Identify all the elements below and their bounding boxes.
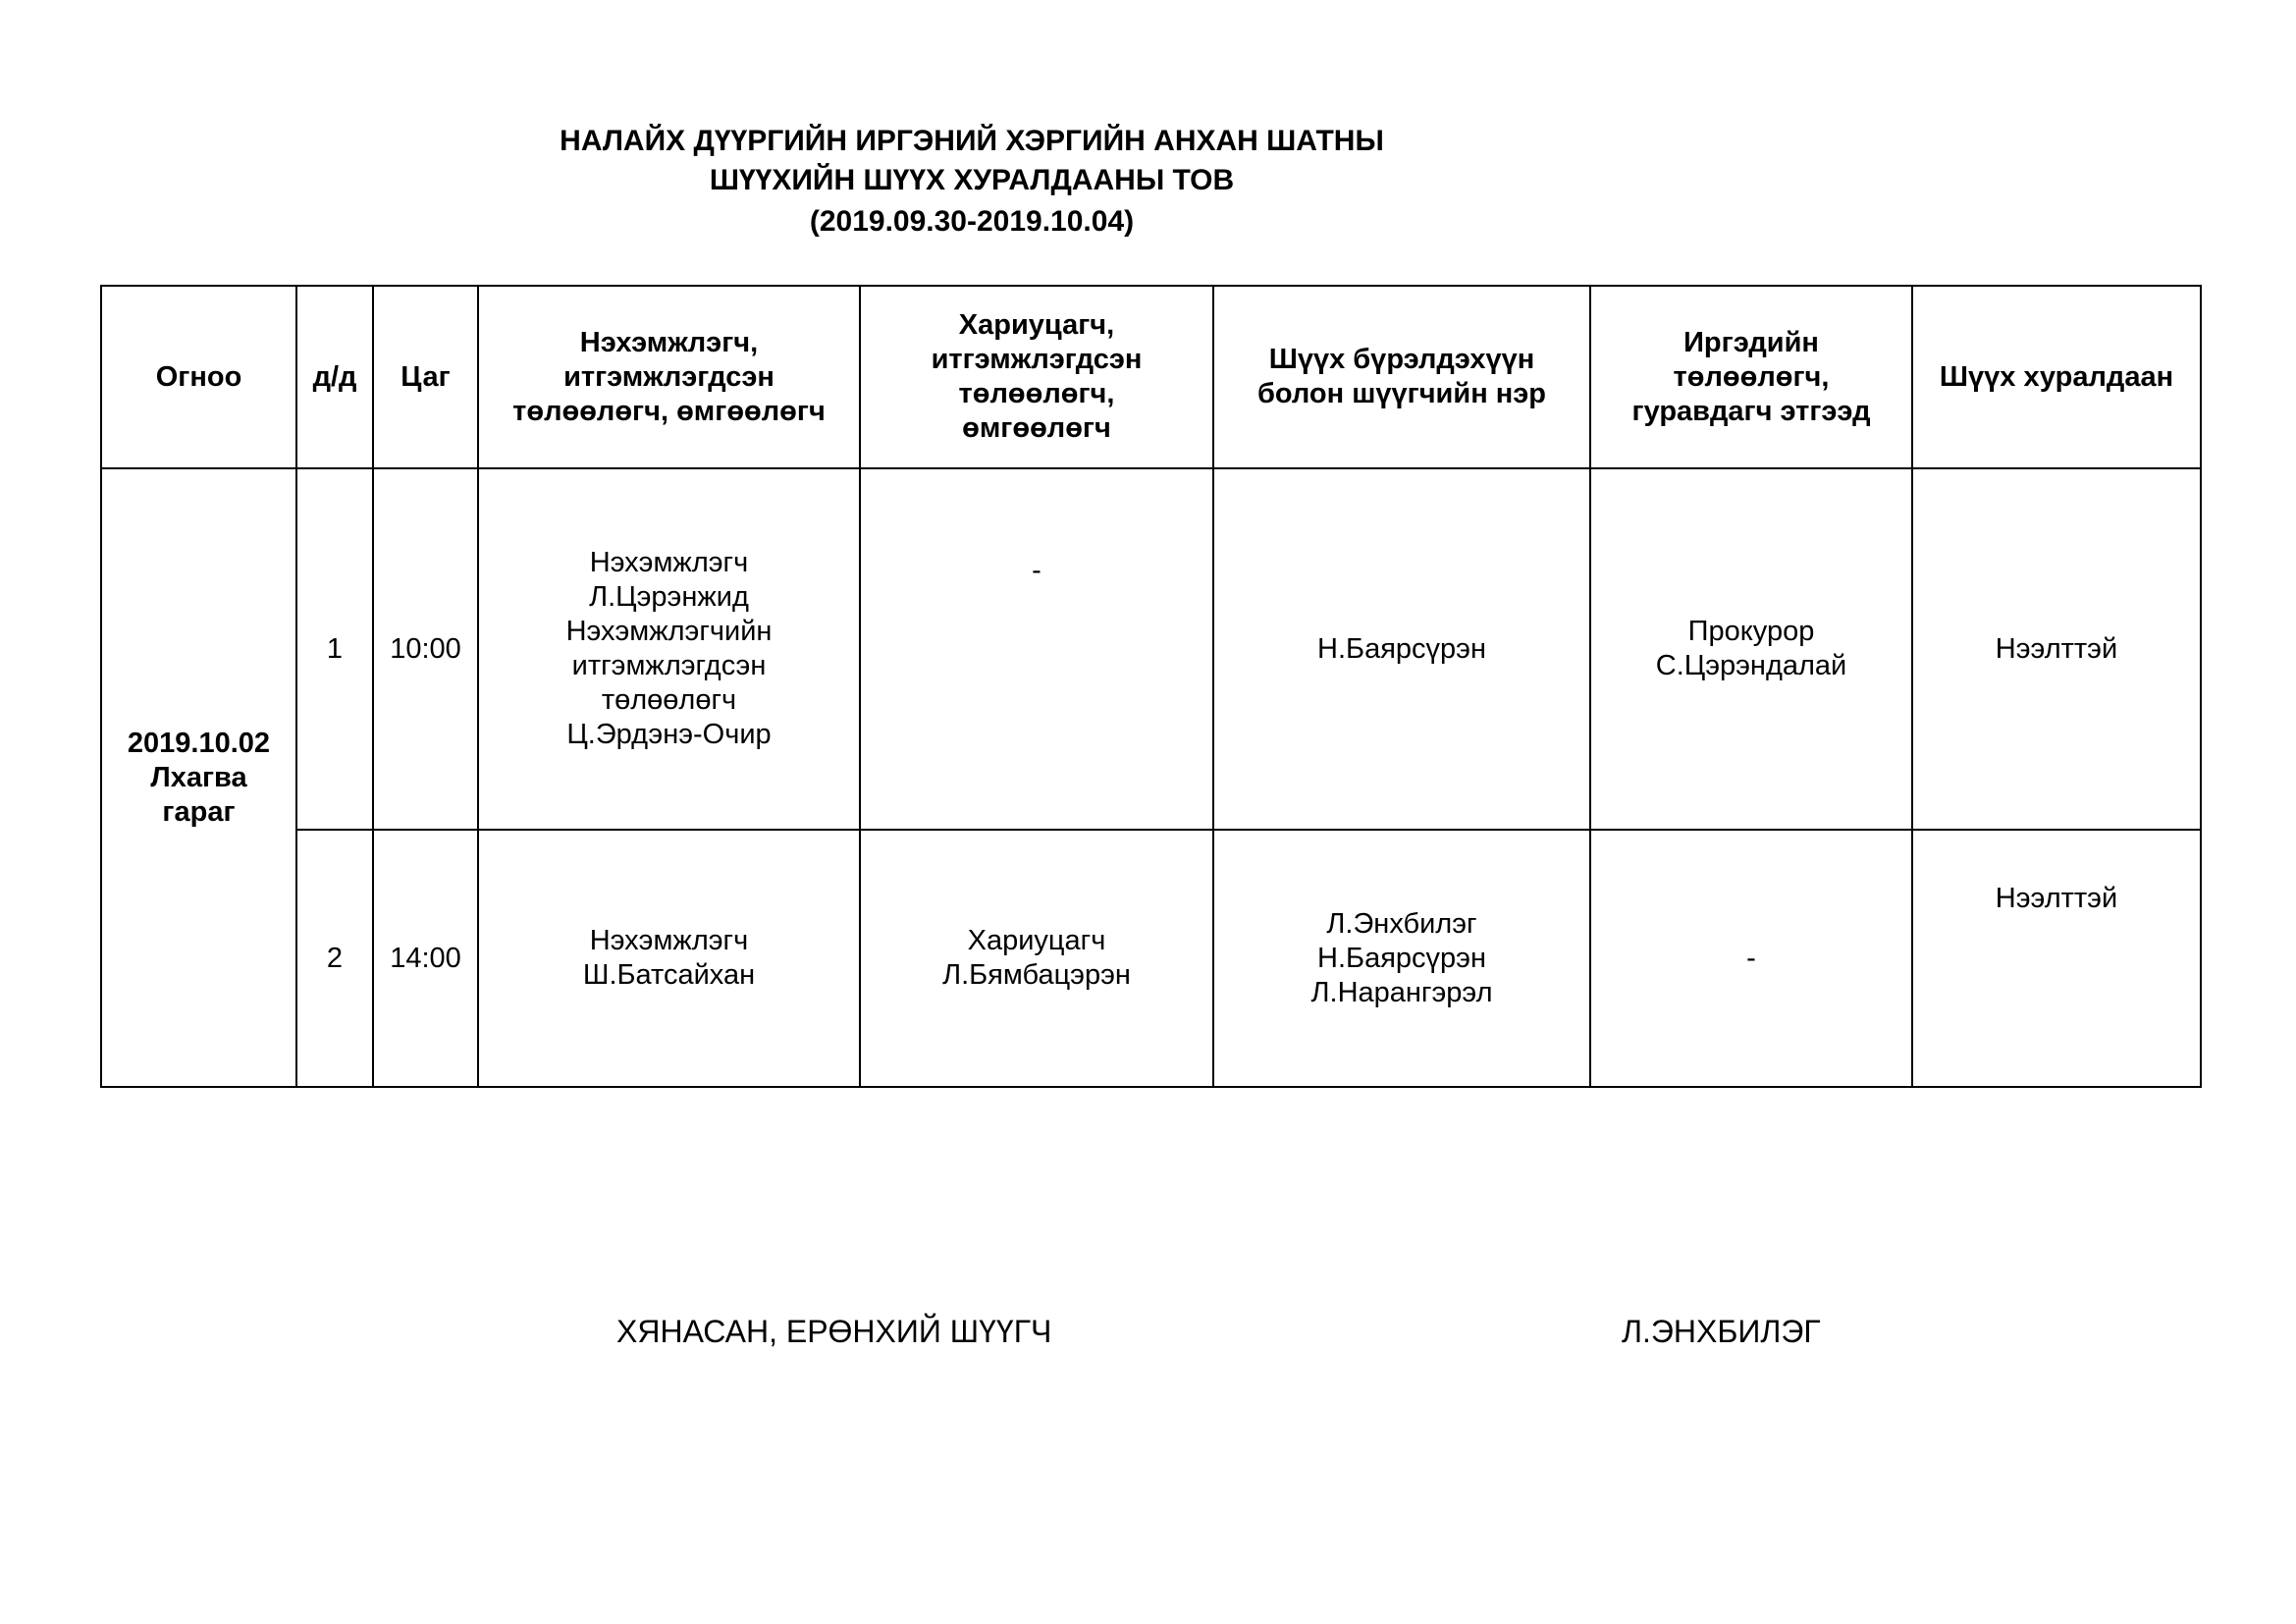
- approver-name: Л.ЭНХБИЛЭГ: [1622, 1314, 1821, 1349]
- table-header-row: [101, 286, 2201, 468]
- approver-role: ХЯНАСАН, ЕРӨНХИЙ ШҮҮГЧ: [616, 1314, 1052, 1349]
- header-date: Огноо: [101, 286, 296, 468]
- row-number: 1: [296, 468, 373, 830]
- header-hearing-type: Шүүх хуралдаан: [1912, 286, 2201, 468]
- header-number: д/д: [296, 286, 373, 468]
- title-line-1: НАЛАЙХ ДҮҮРГИЙН ИРГЭНИЙ ХЭРГИЙН АНХАН ШАТНЫ: [560, 125, 1384, 157]
- row-citizen-representative: Прокурор С.Цэрэндалай: [1590, 468, 1912, 830]
- row-hearing-type: Нээлттэй: [1912, 468, 2201, 830]
- title-date-range: (2019.09.30-2019.10.04): [809, 205, 1135, 238]
- row-court-composition: Л.Энхбилэг Н.Баярсүрэн Л.Нарангэрэл: [1213, 830, 1590, 1087]
- row-time: 10:00: [373, 468, 478, 830]
- row-time: 14:00: [373, 830, 478, 1087]
- row-plaintiff: Нэхэмжлэгч Л.Цэрэнжид Нэхэмжлэгчийн итгэмжлэгдсэн төлөөлөгч Ц.Эрдэнэ-Очир: [478, 468, 860, 830]
- row-citizen-representative: -: [1590, 830, 1912, 1087]
- hearing-schedule-table: [100, 285, 2202, 1088]
- header-citizen-representative: Иргэдийн төлөөлөгч, гуравдагч этгээд: [1590, 286, 1912, 468]
- table-row: [101, 468, 2201, 830]
- row-defendant: -: [860, 468, 1213, 830]
- row-court-composition: Н.Баярсүрэн: [1213, 468, 1590, 830]
- row-number: 2: [296, 830, 373, 1087]
- header-court-composition: Шүүх бүрэлдэхүүн болон шүүгчийн нэр: [1213, 286, 1590, 468]
- date-cell: 2019.10.02 Лхагва гараг: [101, 468, 296, 1087]
- header-plaintiff: Нэхэмжлэгч, итгэмжлэгдсэн төлөөлөгч, өмгөөлөгч: [478, 286, 860, 468]
- row-defendant: Хариуцагч Л.Бямбацэрэн: [860, 830, 1213, 1087]
- header-defendant: Хариуцагч, итгэмжлэгдсэн төлөөлөгч, өмгөөлөгч: [860, 286, 1213, 468]
- row-hearing-type: Нээлттэй: [1912, 830, 2201, 1087]
- table-row: [101, 830, 2201, 1087]
- row-plaintiff: Нэхэмжлэгч Ш.Батсайхан: [478, 830, 860, 1087]
- title-line-2: ШҮҮХИЙН ШҮҮХ ХУРАЛДААНЫ ТОВ: [709, 164, 1235, 196]
- header-time: Цаг: [373, 286, 478, 468]
